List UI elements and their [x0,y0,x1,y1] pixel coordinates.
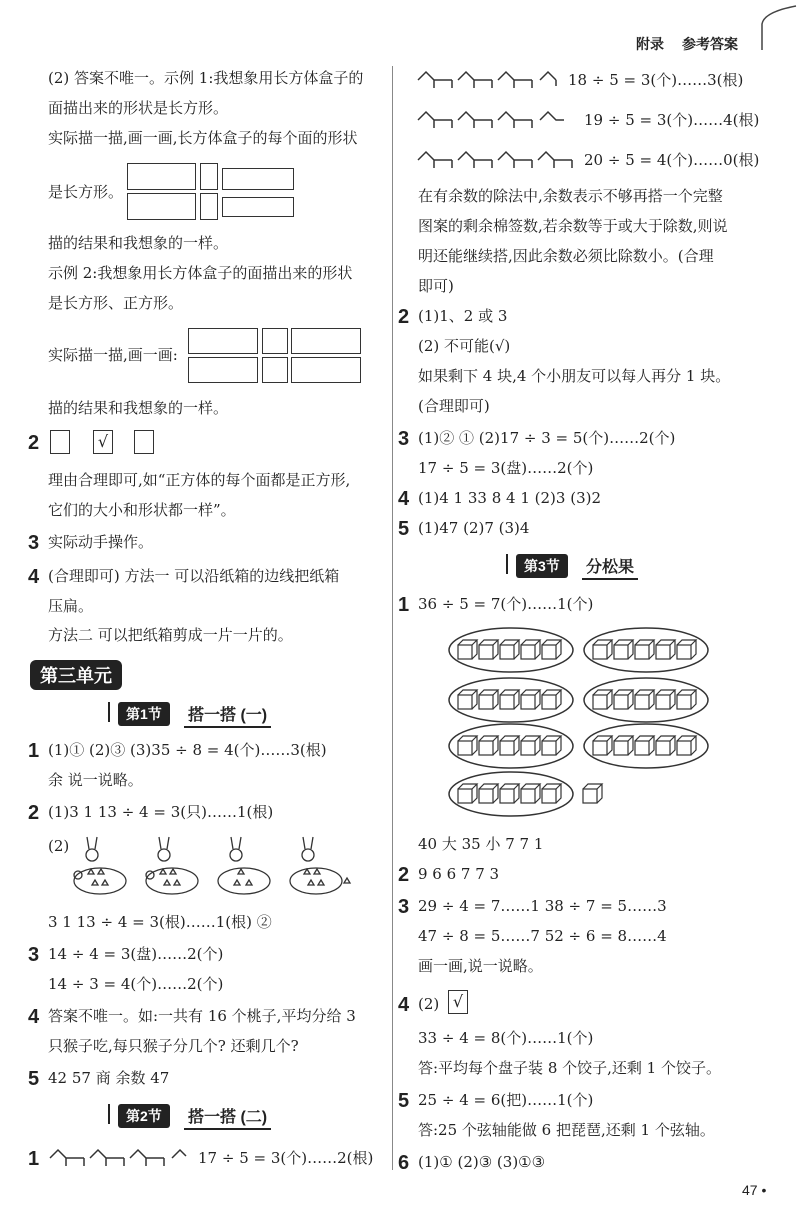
left-text: 14 ÷ 4 = 3(盘)……2(个) [48,945,224,963]
right-text: 画一画,说一说略。 [418,957,543,975]
right-text: (1)② ① (2)17 ÷ 3 = 5(个)……2(个) [418,429,676,447]
answer-box-checked: √ [93,430,113,454]
right-text: 33 ÷ 4 = 8(个)……1(个) [418,1029,594,1047]
section-notch [108,1104,116,1124]
right-text: 29 ÷ 4 = 7……1 38 ÷ 7 = 5……3 [418,897,667,915]
left-text: 描的结果和我想象的一样。 [48,234,229,252]
header-appendix: 附录 [636,36,664,52]
header-answers: 参考答案 [682,36,738,52]
right-text: (合理即可) [418,397,490,415]
right-text: 答:25 个弦轴能做 6 把琵琶,还剩 1 个弦轴。 [418,1121,715,1139]
left-text: 示例 2:我想象用长方体盒子的面描出来的形状 [48,264,353,282]
left-text: (1)3 1 13 ÷ 4 = 3(只)……1(根) [48,803,274,821]
question-number: 3 [398,428,410,450]
cotton-swab-figure [48,1146,192,1168]
section-tag: 第1节 [118,702,170,726]
left-text: 压扁。 [48,597,94,615]
left-text: 42 57 商 余数 47 [48,1069,170,1087]
answer-box-empty [50,430,70,454]
question-number: 1 [28,740,40,762]
section-title: 搭一搭 (一) [184,702,271,728]
question-number: 3 [28,532,40,554]
section-tag: 第2节 [118,1104,170,1128]
left-text: 方法二 可以把纸箱剪成一片一片的。 [48,626,293,644]
right-text: (1)4 1 33 8 4 1 (2)3 (3)2 [418,489,602,507]
right-text: (1)① (2)③ (3)①③ [418,1153,546,1171]
question-number: 3 [28,944,40,966]
question-number: 5 [398,518,410,540]
right-text: 36 ÷ 5 = 7(个)……1(个) [418,595,594,613]
left-text: 是长方形、正方形。 [48,294,184,312]
question-number: 5 [398,1090,410,1112]
right-text: 9 6 6 7 7 3 [418,865,500,883]
section-notch [506,554,514,574]
question-number: 2 [398,864,410,886]
right-text: 17 ÷ 5 = 3(盘)……2(个) [418,459,594,477]
cotton-swab-figure [416,66,566,90]
left-text: (2) 答案不唯一。示例 1:我想象用长方体盒子的 [48,69,364,87]
right-text: (1)1、2 或 3 [418,307,508,325]
left-text: (2) [48,837,70,855]
right-text: 18 ÷ 5 = 3(个)……3(根) [568,71,744,89]
header-corner-decoration [758,4,800,52]
section-tag: 第3节 [516,554,568,578]
question-number: 5 [28,1068,40,1090]
box-group [449,628,573,672]
question-number: 3 [398,896,410,918]
rabbit-group [74,837,126,894]
left-text: 理由合理即可,如“正方体的每个面都是正方形, [48,471,351,489]
right-text: 即可) [418,277,454,295]
cotton-swab-figure [416,146,581,170]
right-text: 答:平均每个盘子装 8 个饺子,还剩 1 个饺子。 [418,1059,721,1077]
section-title: 搭一搭 (二) [184,1104,271,1130]
left-text: 答案不唯一。如:一共有 16 个桃子,平均分给 3 [48,1007,356,1025]
left-text: 只猴子吃,每只猴子分几个? 还剩几个? [48,1037,299,1055]
rabbits-illustration [70,835,380,897]
left-text: 实际描一描,画一画: [48,346,178,364]
section-title: 分松果 [582,554,638,580]
right-text: (1)47 (2)7 (3)4 [418,519,530,537]
left-text: 是长方形。 [48,183,124,201]
question-number: 4 [398,994,410,1016]
left-text: 面描出来的形状是长方形。 [48,99,229,117]
unit-title-badge: 第三单元 [30,660,122,690]
left-text: 余 说一说略。 [48,771,143,789]
cotton-swab-figure [416,106,566,130]
question-number: 2 [28,802,40,824]
page-number: 47 • [742,1182,767,1198]
right-text: 25 ÷ 4 = 6(把)……1(个) [418,1091,594,1109]
question-number: 4 [28,566,40,588]
left-text: 它们的大小和形状都一样”。 [48,501,236,519]
question-number: 4 [28,1006,40,1028]
section-notch [108,702,116,722]
right-text: 20 ÷ 5 = 4(个)……0(根) [584,151,760,169]
question-number: 4 [398,488,410,510]
left-text: 实际描一描,画一画,长方体盒子的每个面的形状 [48,129,358,147]
right-text: 明还能继续搭,因此余数必须比除数小。(合理 [418,247,714,265]
left-text: 17 ÷ 5 = 3(个)……2(根) [198,1149,374,1167]
left-text: (合理即可) 方法一 可以沿纸箱的边线把纸箱 [48,567,340,585]
question-number: 1 [398,594,410,616]
right-text: 40 大 35 小 7 7 1 [418,835,544,853]
right-text: (2) 不可能(√) [418,337,511,355]
answer-box-empty [134,430,154,454]
question-number: 1 [28,1148,40,1170]
right-text: 47 ÷ 8 = 5……7 52 ÷ 6 = 8……4 [418,927,667,945]
right-text: 如果剩下 4 块,4 个小朋友可以每人再分 1 块。 [418,367,731,385]
right-text: (2) [418,995,440,1013]
left-text: 14 ÷ 3 = 4(个)……2(个) [48,975,224,993]
right-text: 图案的剩余棉签数,若余数等于或大于除数,则说 [418,217,728,235]
question-number: 2 [28,432,40,454]
left-text: (1)① (2)③ (3)35 ÷ 8 = 4(个)……3(根) [48,741,327,759]
grouped-boxes-figure [446,622,726,818]
right-text: 19 ÷ 5 = 3(个)……4(根) [584,111,760,129]
question-number: 2 [398,306,410,328]
left-text: 实际动手操作。 [48,533,154,551]
left-text: 3 1 13 ÷ 4 = 3(根)……1(根) ② [48,913,272,931]
left-text: 描的结果和我想象的一样。 [48,399,229,417]
answer-box-checked: √ [448,990,468,1014]
right-text: 在有余数的除法中,余数表示不够再搭一个完整 [418,187,723,205]
column-divider [392,66,393,1170]
question-number: 6 [398,1152,410,1174]
